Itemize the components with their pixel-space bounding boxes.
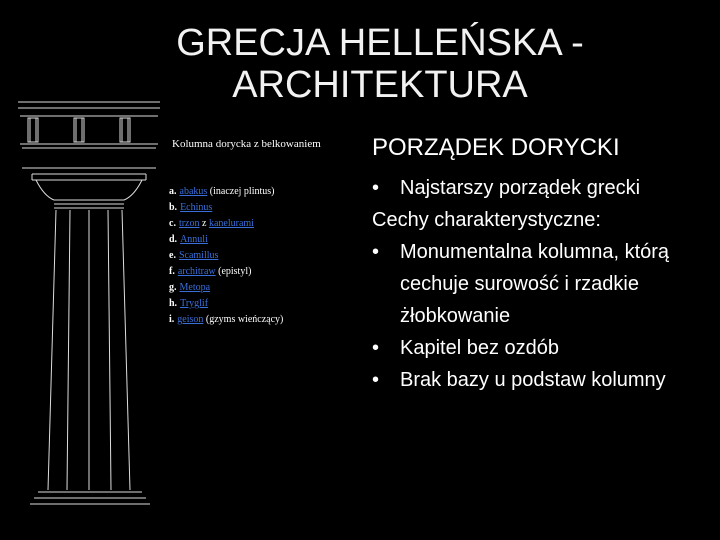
legend-letter: e. bbox=[169, 250, 176, 261]
list-item: • Brak bazy u podstaw kolumny bbox=[372, 364, 702, 396]
legend-link-architraw[interactable]: architraw bbox=[177, 266, 216, 277]
list-item: • Kapitel bez ozdób bbox=[372, 332, 702, 364]
legend-letter: a. bbox=[169, 186, 177, 197]
legend-letter: h. bbox=[169, 298, 178, 309]
legend-item bbox=[169, 232, 359, 248]
slide-title-line-2: ARCHITEKTURA bbox=[232, 64, 528, 106]
legend-letter: i. bbox=[169, 314, 175, 325]
legend-letter: d. bbox=[169, 234, 178, 245]
legend-letter: c. bbox=[169, 218, 176, 229]
legend-letter: b. bbox=[169, 202, 178, 213]
legend-link-scamillus[interactable]: Scamillus bbox=[178, 250, 219, 261]
legend-text: (epistyl) bbox=[215, 266, 252, 277]
legend-link-annuli[interactable]: Annuli bbox=[180, 234, 208, 245]
legend-link-echinus[interactable]: Echinus bbox=[180, 202, 213, 213]
legend-item bbox=[169, 312, 359, 328]
list-item: • Najstarszy porządek grecki bbox=[372, 172, 702, 204]
section-heading: PORZĄDEK DORYCKI bbox=[372, 134, 620, 161]
legend-link-metopa[interactable]: Metopa bbox=[179, 282, 211, 293]
legend-text: (inaczej plintus) bbox=[207, 186, 275, 197]
figure-legend bbox=[169, 184, 359, 328]
legend-link-kanelurami[interactable]: kanelurami bbox=[208, 218, 254, 229]
feature-list bbox=[372, 172, 702, 396]
legend-text: z bbox=[199, 218, 209, 229]
legend-item bbox=[169, 296, 359, 312]
legend-item bbox=[169, 248, 359, 264]
legend-item bbox=[169, 200, 359, 216]
figure-caption: Kolumna dorycka z belkowaniem bbox=[172, 138, 321, 150]
legend-text: (gzyms wieńczący) bbox=[203, 314, 284, 325]
slide-title bbox=[100, 22, 660, 106]
legend-link-abakus[interactable]: abakus bbox=[179, 186, 208, 197]
slide-title-line-1: GRECJA HELLEŃSKA - bbox=[176, 22, 584, 64]
legend-letter: g. bbox=[169, 282, 177, 293]
doric-column-drawing bbox=[14, 100, 164, 540]
list-item: • Monumentalna kolumna, którą cechuje surowość i rzadkie żłobkowanie bbox=[372, 236, 702, 332]
legend-link-tryglif[interactable]: Tryglif bbox=[180, 298, 209, 309]
list-item: Cechy charakterystyczne: bbox=[372, 209, 601, 231]
legend-item bbox=[169, 216, 359, 232]
legend-item bbox=[169, 184, 359, 200]
legend-item bbox=[169, 280, 359, 296]
legend-letter: f. bbox=[169, 266, 175, 277]
legend-link-geison[interactable]: geison bbox=[177, 314, 204, 325]
legend-item bbox=[169, 264, 359, 280]
legend-link-trzon[interactable]: trzon bbox=[178, 218, 200, 229]
